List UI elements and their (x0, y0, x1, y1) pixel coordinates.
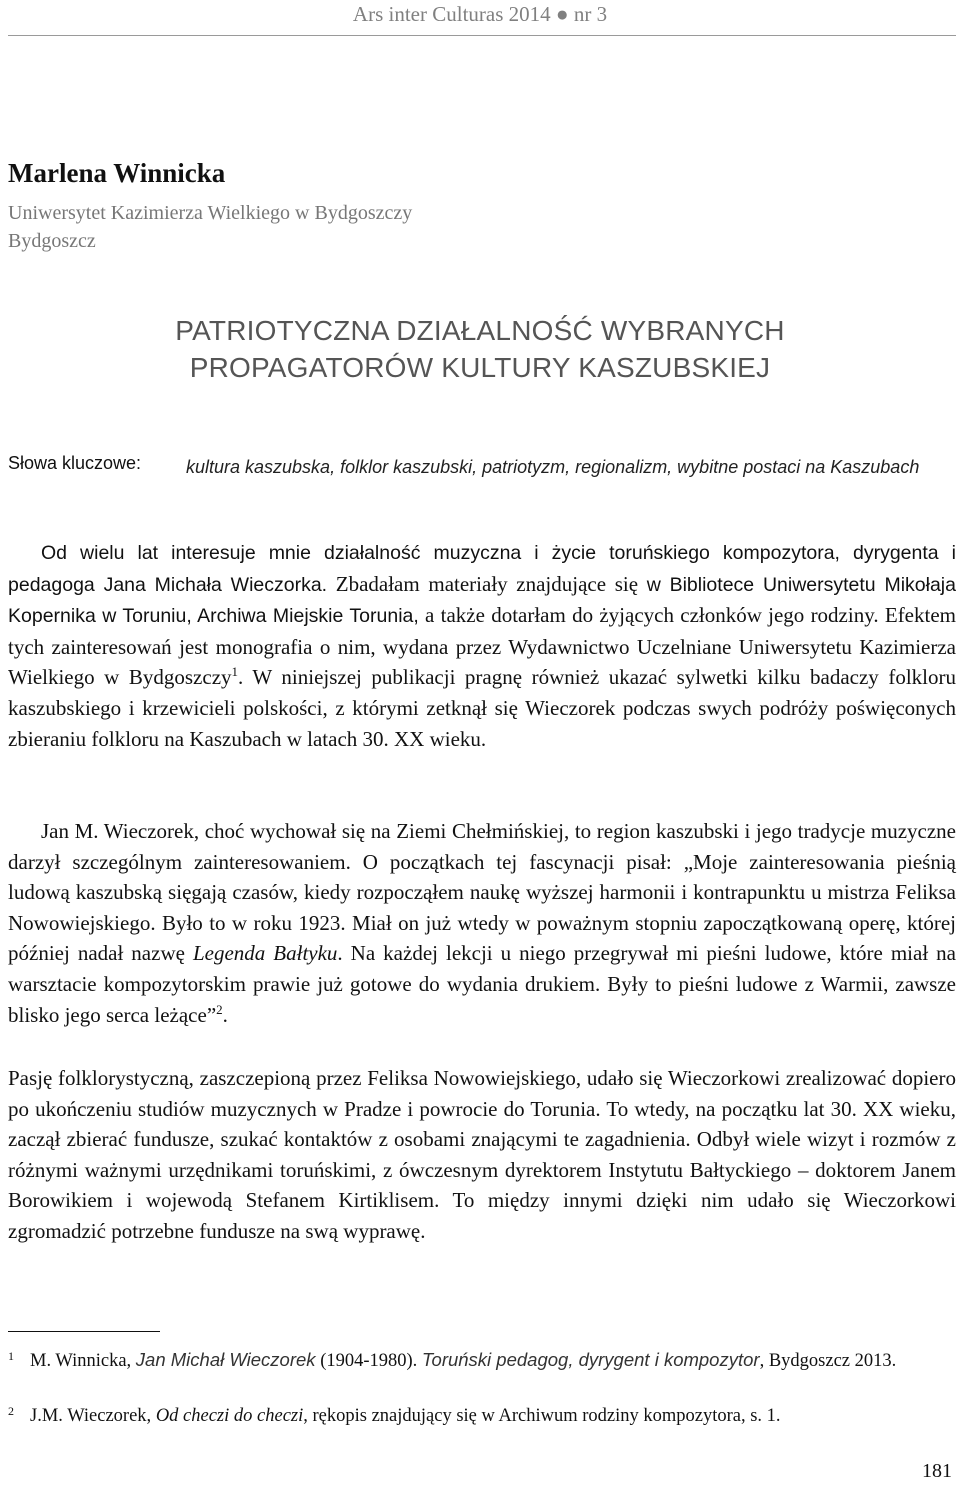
footnote-mark-1: 1 (8, 1349, 14, 1363)
footnote-ref-2[interactable]: 2 (216, 1001, 223, 1017)
footnote-1-b: (1904-1980). (315, 1351, 422, 1371)
footnote-1-italic-1: Jan Michał Wieczorek (135, 1349, 316, 1370)
article-title-line-1: PATRIOTYCZNA DZIAŁALNOŚĆ WYBRANYCH (175, 315, 785, 346)
footnote-rule (8, 1331, 160, 1332)
p2-run-a: Jan M. Wieczorek, choć wychował się na Ziemi Chełmińskiej, to region kaszubski i jego tradycje muzyczne darzył szczególnym zainteresowaniem. O początkach tej fascynacji pisał: „Moje zainteresowania pieśnią ludową kaszubską sięgają czasów, kiedy rozpocząłem naukę wyższej harmonii i kontrapunktu u mistrza Feliksa Nowowiejskiego. Było to w roku 1923. Miał on już wtedy w poważnym stopniu zapoczątkowaną operę, której później nadał nazwę (8, 819, 956, 966)
p1-sans-run-b: w Bibliotece Uniwersytetu Mikołaja Kopernika w Toruniu, Archiwa Miejskie Torunia, (8, 573, 956, 628)
body-paragraph-1 (8, 537, 956, 754)
keywords-text: kultura kaszubska, folklor kaszubski, patriotyzm, regionalizm, wybitne postaci na Kaszubach (186, 457, 920, 477)
p1-sans-run: Od wielu lat interesuje mnie działalność muzyczna i życie toruńskiego kompozytora, dyrygenta i pedagoga Jana Michała Wieczorka. (8, 542, 956, 596)
header-rule (8, 35, 956, 36)
p2-run-b: . Na każdej lekcji u niego przegrywał mi pieśni ludowe, które miał na warsztacie kompozytorskim prawie już gotowe do wydania drukiem. Były to pieśni ludowe z Warmii, zawsze blisko jego serca leżące” (8, 941, 956, 1027)
footnote-2 (8, 1399, 956, 1429)
author-affiliation: Uniwersytet Kazimierza Wielkiego w Bydgoszczy (8, 202, 413, 224)
p1-serif-run-a: Zbadałam materiały znajdujące się (327, 571, 647, 596)
footnote-1-a: M. Winnicka, (30, 1351, 136, 1371)
p2-run-c: . (222, 1002, 228, 1027)
p1-serif-run-b: a także dotarłam do żyjących członków jego rodziny. Efektem tych zainteresowań jest monografia o nim, wydana przez Wydawnictwo Uczelniane Uniwersytetu Kazimierza Wielkiego w Bydgoszczy (8, 603, 956, 690)
author-name: Marlena Winnicka (8, 158, 226, 188)
footnote-2-a: J.M. Wieczorek, (30, 1406, 156, 1426)
opera-title: Legenda Bałtyku (192, 941, 338, 966)
author-city: Bydgoszcz (8, 230, 96, 252)
page-number: 181 (922, 1460, 952, 1482)
keywords-label: Słowa kluczowe: (8, 453, 142, 473)
footnote-1 (8, 1344, 956, 1374)
body-paragraph-2 (8, 816, 956, 1030)
body-paragraph-3: Pasję folklorystyczną, zaszczepioną przez Feliksa Nowowiejskiego, udało się Wieczorkowi zrealizować dopiero po ukończeniu studiów muzycznych w Pradze i powrocie do Torunia. To wtedy, na początku lat 30. XX wieku, zaczął zbierać fundusze, szukać kontaktów z osobami znającymi te zagadnienia. Odbył wiele wizyt i rozmów z różnymi ważnymi urzędnikami toruńskimi, z ówczesnym dyrektorem Instytutu Bałtyckiego – doktorem Janem Borowikiem i wojewodą Stefanem Kirtiklisem. To między innymi dzięki nim udało się Wieczorkowi zgromadzić potrzebne fundusze na swą wyprawę. (8, 1066, 956, 1243)
p1-serif-run-c: . W niniejszej publikacji pragnę również ukazać sylwetki kilku badaczy folkloru kaszubskiego i krzewicieli polskości, z którymi zetknął się Wieczorek podczas swych podróży poświęconych zbieraniu folkloru na Kaszubach w latach 30. XX wieku. (8, 665, 956, 751)
running-header: Ars inter Culturas 2014 ● nr 3 (352, 2, 608, 26)
footnote-1-c: , Bydgoszcz 2013. (759, 1351, 897, 1371)
article-title-line-2: PROPAGATORÓW KULTURY KASZUBSKIEJ (189, 352, 771, 383)
footnote-2-italic-1: Od checzi do checzi (155, 1406, 304, 1426)
footnote-ref-1[interactable]: 1 (231, 664, 239, 680)
footnote-mark-2: 2 (8, 1404, 14, 1418)
footnote-2-b: , rękopis znajdujący się w Archiwum rodziny kompozytora, s. 1. (303, 1406, 781, 1426)
footnote-1-italic-2: Toruński pedagog, dyrygent i kompozytor (421, 1349, 760, 1370)
